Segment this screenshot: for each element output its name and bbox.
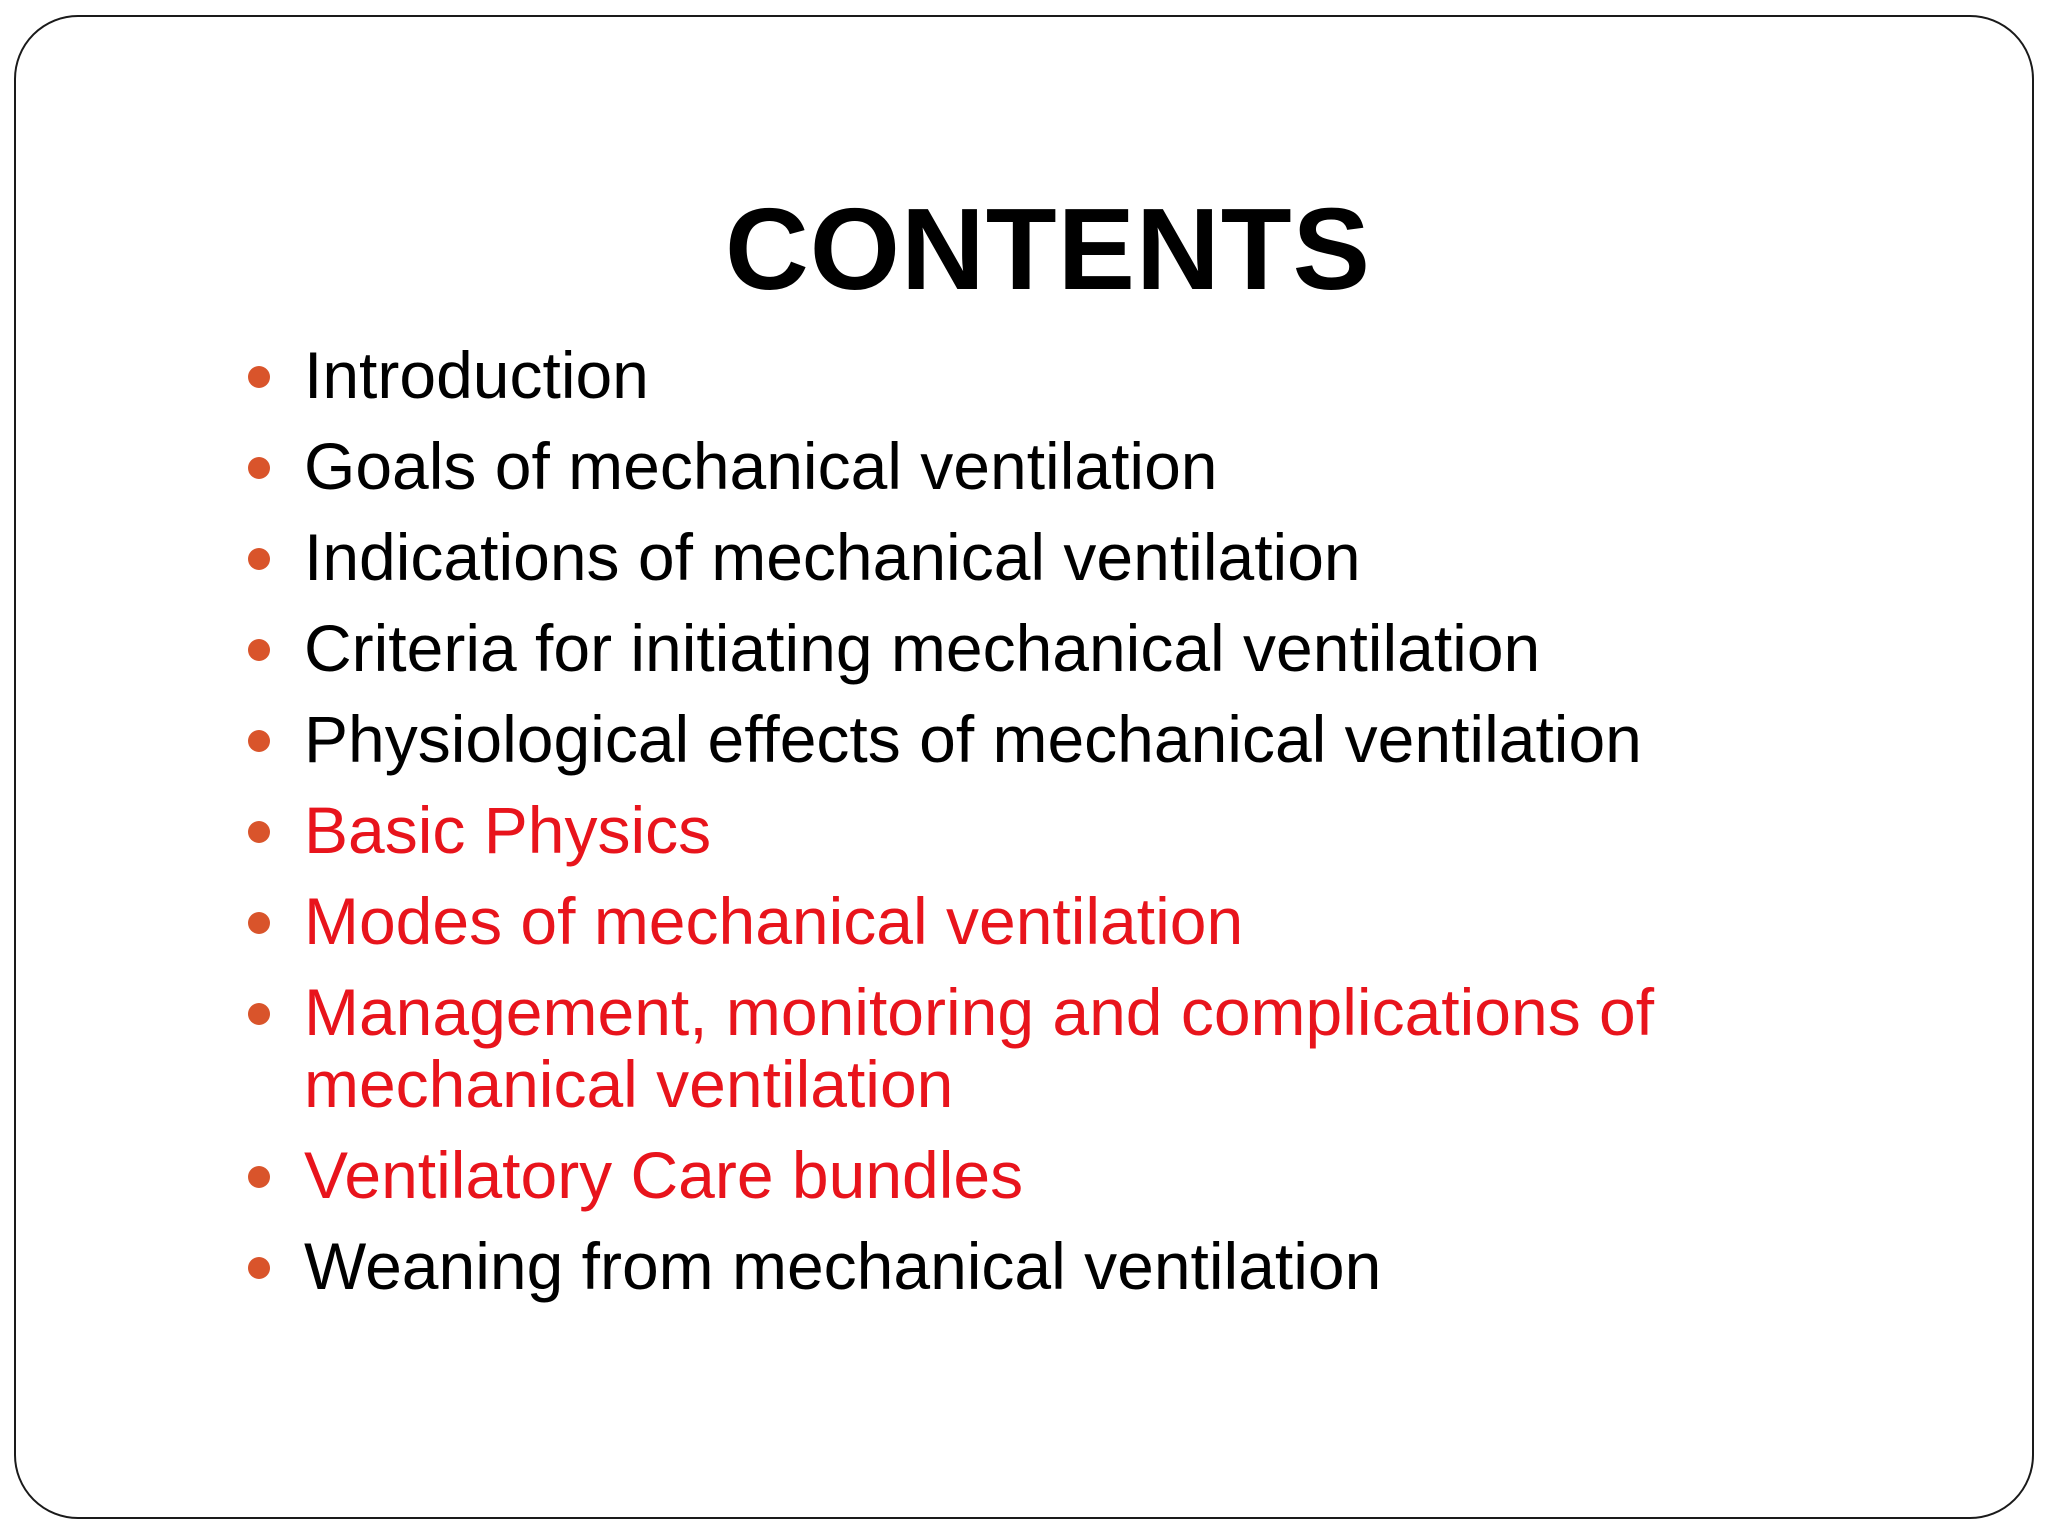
list-item-label: Introduction [304, 338, 649, 412]
list-item [232, 521, 1792, 593]
list-item-label: Criteria for initiating mechanical ventilation [304, 611, 1541, 685]
list-item [232, 612, 1792, 684]
list-item [232, 1139, 1792, 1211]
bullet-dot-icon [248, 730, 270, 752]
list-item [232, 339, 1792, 411]
bullet-dot-icon [248, 639, 270, 661]
contents-list [232, 339, 1792, 1321]
list-item-label: Modes of mechanical ventilation [304, 884, 1244, 958]
bullet-dot-icon [248, 548, 270, 570]
bullet-dot-icon [248, 457, 270, 479]
list-item [232, 430, 1792, 502]
list-item-label: Physiological effects of mechanical ventilation [304, 702, 1642, 776]
list-item-label: Goals of mechanical ventilation [304, 429, 1218, 503]
bullet-dot-icon [248, 1257, 270, 1279]
list-item-label: Indications of mechanical ventilation [304, 520, 1361, 594]
list-item [232, 1230, 1792, 1302]
bullet-dot-icon [248, 1003, 270, 1025]
slide-title: CONTENTS [725, 184, 1371, 314]
list-item-label: Basic Physics [304, 793, 712, 867]
slide-frame [14, 15, 2034, 1519]
bullet-dot-icon [248, 912, 270, 934]
list-item [232, 794, 1792, 866]
list-item-label: Ventilatory Care bundles [304, 1138, 1024, 1212]
list-item-label: Management, monitoring and complications of mechanical ventilation [304, 975, 1655, 1121]
list-item [232, 703, 1792, 775]
list-item [232, 976, 1792, 1120]
bullet-dot-icon [248, 821, 270, 843]
list-item-label: Weaning from mechanical ventilation [304, 1229, 1382, 1303]
bullet-dot-icon [248, 366, 270, 388]
list-item [232, 885, 1792, 957]
bullet-dot-icon [248, 1166, 270, 1188]
